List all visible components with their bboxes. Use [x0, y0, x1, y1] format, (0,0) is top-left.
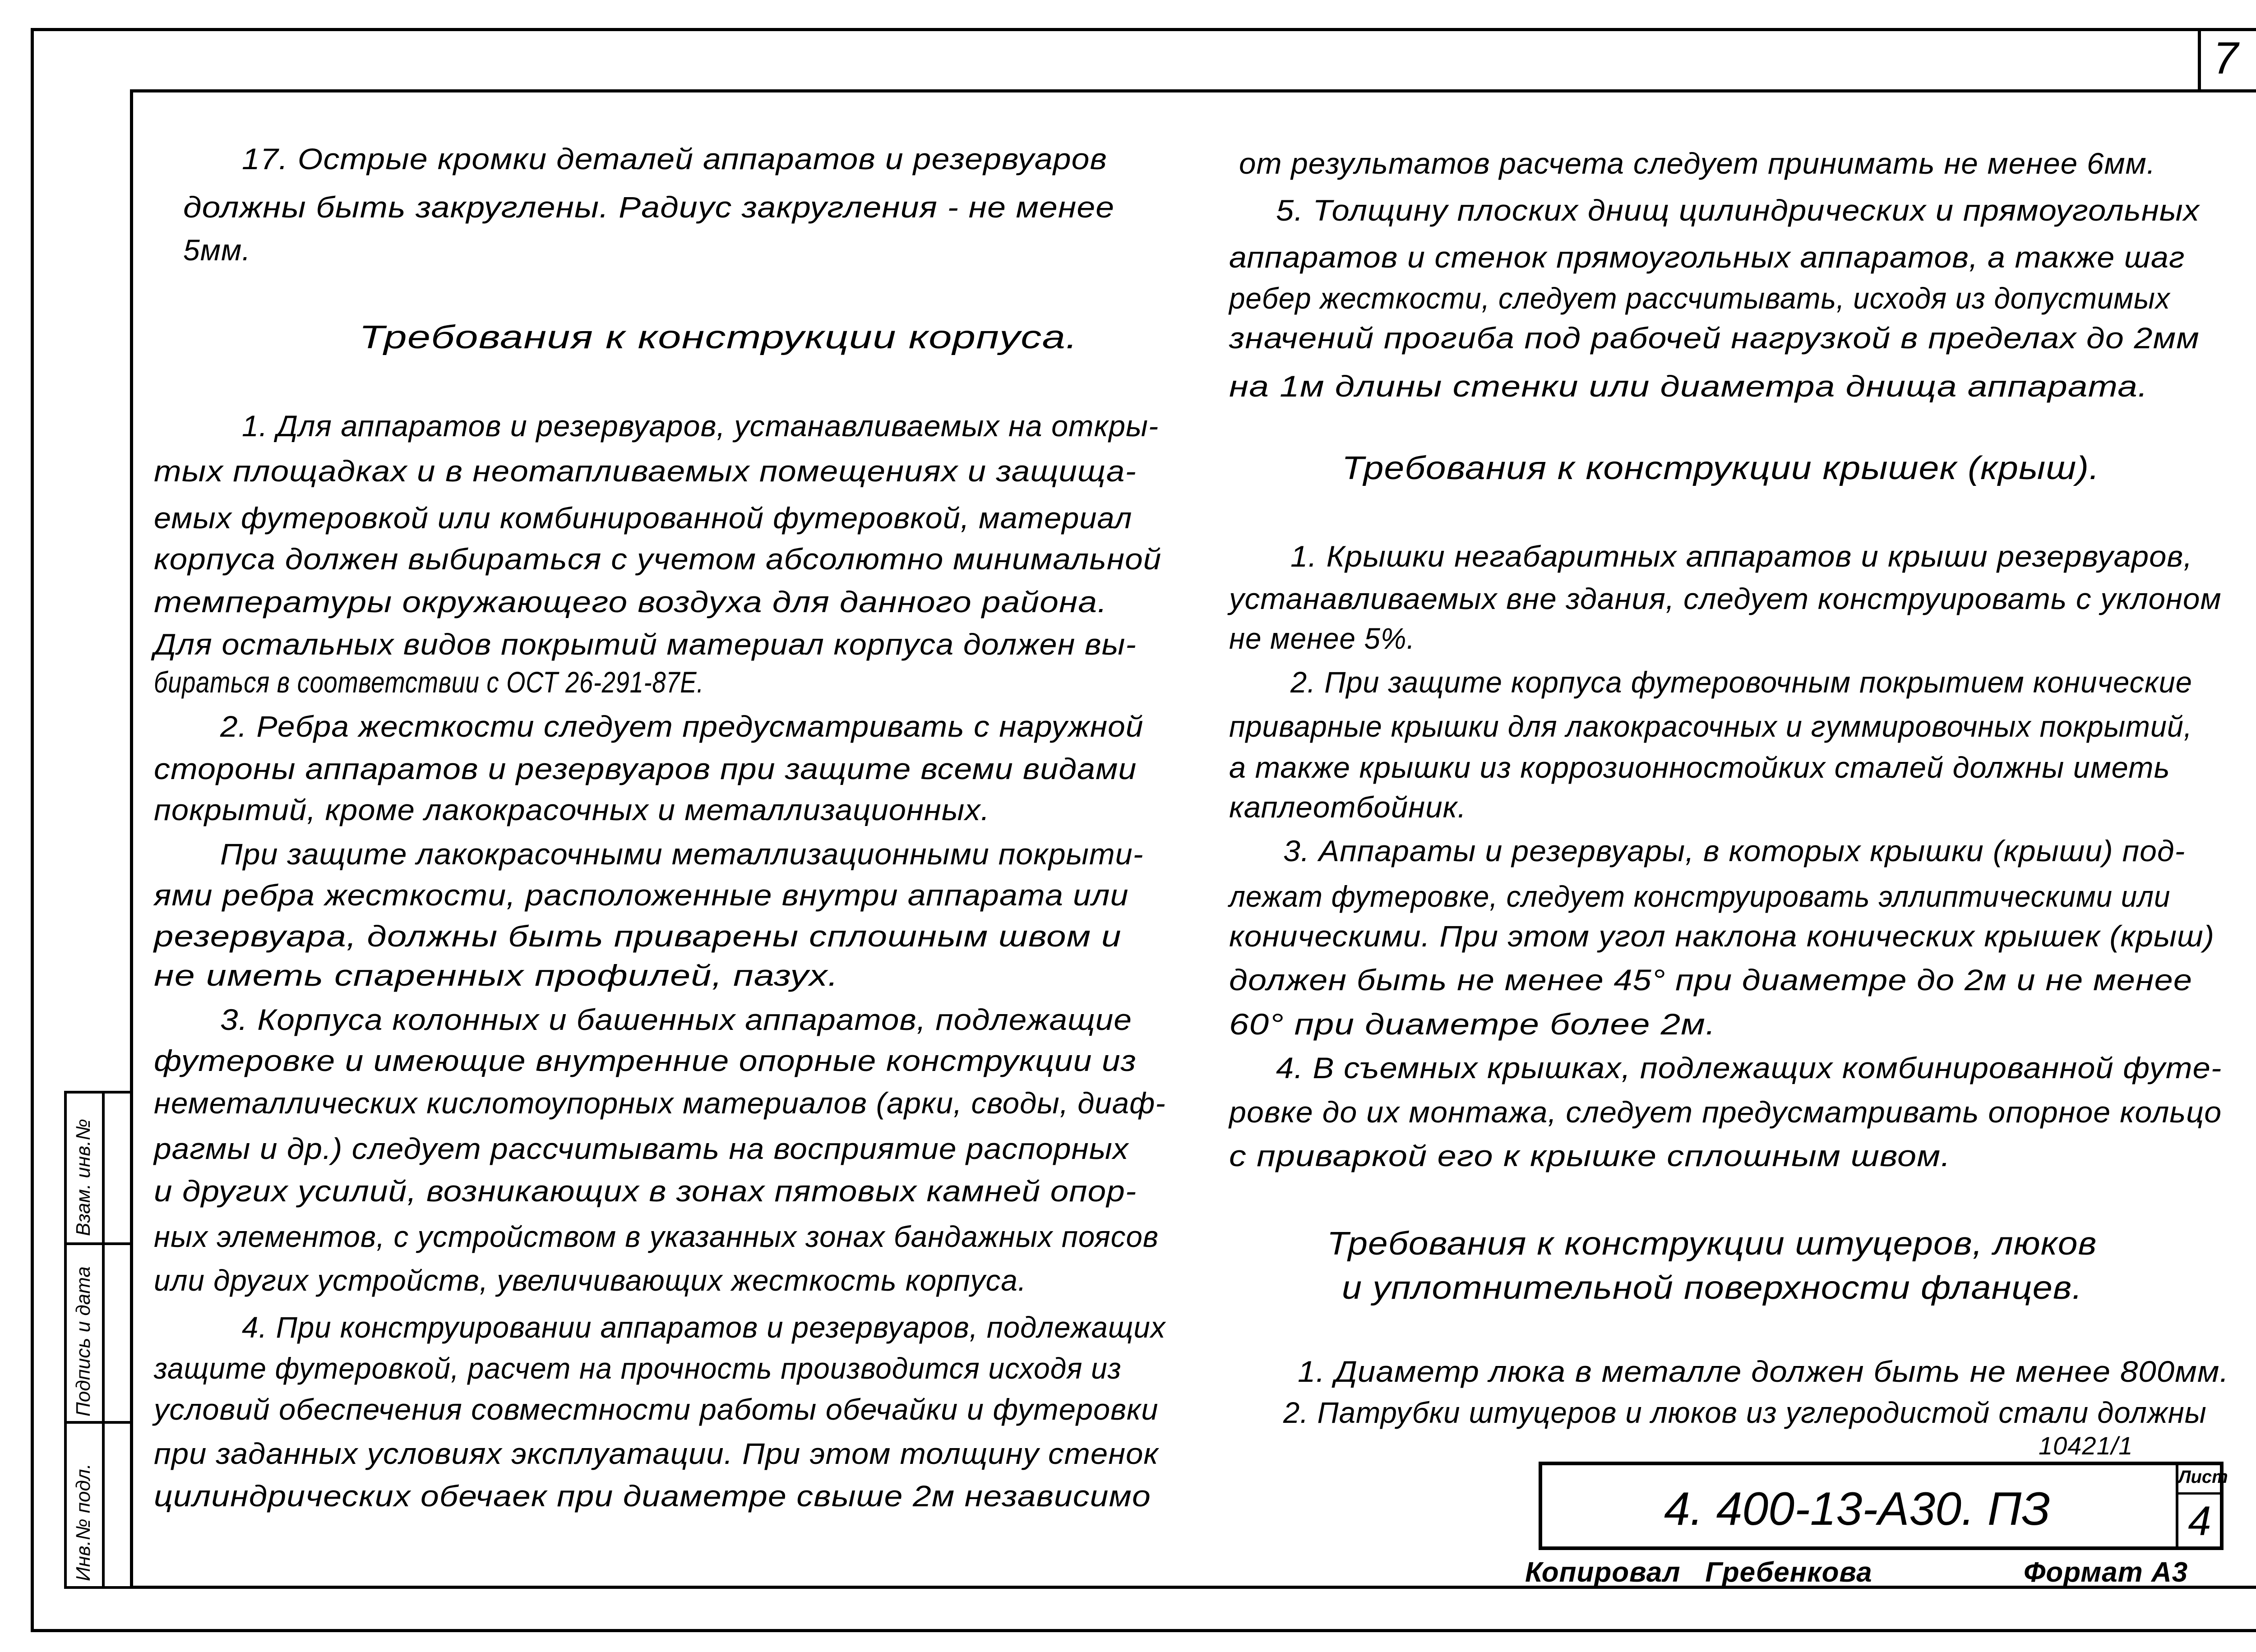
- text-line: 17. Острые кромки деталей аппаратов и резервуаров: [242, 142, 1107, 175]
- text-line: лежат футеровке, следует конструировать эллиптическими или: [1229, 880, 2171, 913]
- text-line: корпуса должен выбираться с учетом абсолютно минимальной: [154, 542, 1162, 576]
- text-line: ных элементов, с устройством в указанных зонах бандажных поясов: [154, 1220, 1159, 1253]
- text-line: покрытий, кроме лакокрасочных и металлизационных.: [154, 793, 990, 826]
- text-line: емых футеровкой или комбинированной футеровкой, материал: [154, 501, 1133, 535]
- text-line: При защите лакокрасочными металлизационными покрыти-: [220, 837, 1144, 871]
- side-stamp-original-inv: Инв.№ подл.: [72, 1463, 94, 1581]
- corner-page-number: 7: [2213, 33, 2238, 83]
- text-line: и других усилий, возникающих в зонах пятовых камней опор-: [154, 1174, 1137, 1208]
- text-line: 4. При конструировании аппаратов и резервуаров, подлежащих: [242, 1311, 1166, 1344]
- text-line: ровке до их монтажа, следует предусматривать опорное кольцо: [1229, 1095, 2222, 1129]
- text-line: не менее 5%.: [1229, 622, 1415, 655]
- text-line: аппаратов и стенок прямоугольных аппаратов, а также шаг: [1229, 240, 2185, 274]
- side-stamp-divider: [102, 1091, 105, 1589]
- text-line: 1. Крышки негабаритных аппаратов и крыши резервуаров,: [1290, 540, 2193, 573]
- document-designation: 4. 400-13-А30. ПЗ: [1664, 1483, 2051, 1535]
- text-line: бираться в соответствии с ОСТ 26-291-87Е.: [154, 665, 704, 699]
- text-line: защите футеровкой, расчет на прочность производится исходя из: [154, 1352, 1122, 1385]
- section-heading-nozzles-cont: и уплотнительной поверхности фланцев.: [1342, 1270, 2083, 1306]
- section-heading-body: Требования к конструкции корпуса.: [359, 319, 1078, 355]
- text-line: 2. Патрубки штуцеров и люков из углеродистой стали должны: [1283, 1396, 2207, 1429]
- text-line: 1. Диаметр люка в металле должен быть не менее 800мм.: [1298, 1355, 2229, 1388]
- text-line: рагмы и др.) следует рассчитывать на восприятие распорных: [154, 1132, 1129, 1165]
- section-heading-covers: Требования к конструкции крышек (крыш).: [1342, 450, 2100, 486]
- side-stamp-divider: [64, 1242, 133, 1245]
- text-line: должен быть не менее 45° при диаметре до 2м и не менее: [1229, 963, 2193, 997]
- text-line: стороны аппаратов и резервуаров при защите всеми видами: [154, 752, 1137, 785]
- text-line: не иметь спаренных профилей, пазух.: [154, 959, 839, 992]
- text-line: приварные крышки для лакокрасочных и гуммировочных покрытий,: [1229, 710, 2192, 743]
- text-line: условий обеспечения совместности работы обечайки и футеровки: [154, 1393, 1159, 1426]
- text-line: 4. В съемных крышках, подлежащих комбинированной футе-: [1276, 1051, 2222, 1084]
- text-line: 2. При защите корпуса футеровочным покрытием конические: [1290, 665, 2192, 699]
- sheet-number: 4: [2188, 1498, 2211, 1544]
- text-line: с приваркой его к крышке сплошным швом.: [1229, 1139, 1951, 1172]
- text-line: 1. Для аппаратов и резервуаров, устанавливаемых на откры-: [242, 409, 1159, 443]
- text-line: 60° при диаметре более 2м.: [1229, 1007, 1716, 1041]
- text-line: цилиндрических обечаек при диаметре свыше 2м независимо: [154, 1479, 1151, 1513]
- text-line: при заданных условиях эксплуатации. При этом толщину стенок: [154, 1437, 1159, 1470]
- side-stamp-signature-date: Подпись и дата: [72, 1266, 94, 1417]
- text-line: 3. Корпуса колонных и башенных аппаратов, подлежащие: [220, 1003, 1133, 1036]
- title-block-divider: [2176, 1492, 2224, 1495]
- archive-number: 10421/1: [2039, 1431, 2133, 1460]
- text-line: от результатов расчета следует принимать не менее 6мм.: [1239, 147, 2156, 180]
- side-stamp-replacement-inv: Взам. инв.№: [72, 1119, 94, 1236]
- text-line: неметаллических кислотоупорных материалов (арки, своды, диаф-: [154, 1086, 1166, 1120]
- text-line: 2. Ребра жесткости следует предусматривать с наружной: [220, 710, 1144, 743]
- section-heading-nozzles: Требования к конструкции штуцеров, люков: [1327, 1226, 2097, 1262]
- text-line: ребер жесткости, следует рассчитывать, исходя из допустимых: [1229, 281, 2170, 315]
- text-line: значений прогиба под рабочей нагрузкой в пределах до 2мм: [1229, 321, 2200, 355]
- text-line: тых площадках и в неотапливаемых помещениях и защища-: [154, 454, 1137, 488]
- text-line: а также крышки из коррозионностойких сталей должны иметь: [1229, 751, 2170, 784]
- text-line: 3. Аппараты и резервуары, в которых крышки (крыши) под-: [1283, 834, 2186, 868]
- sheet-label: Лист: [2178, 1467, 2228, 1487]
- text-line: должны быть закруглены. Радиус закругления - не менее: [183, 190, 1115, 224]
- text-line: резервуара, должны быть приварены сплошным швом и: [154, 919, 1122, 953]
- text-line: каплеотбойник.: [1229, 790, 1467, 824]
- text-line: коническими. При этом угол наклона конических крышек (крыш): [1229, 919, 2214, 953]
- paper-format: Формат А3: [2024, 1557, 2188, 1588]
- text-line: или других устройств, увеличивающих жесткость корпуса.: [154, 1264, 1027, 1297]
- text-line: Для остальных видов покрытий материал корпуса должен вы-: [154, 628, 1137, 661]
- text-line: ями ребра жесткости, расположенные внутри аппарата или: [154, 878, 1129, 912]
- copied-by: Копировал Гребенкова: [1525, 1557, 1872, 1588]
- text-line: 5мм.: [183, 233, 251, 267]
- text-line: на 1м длины стенки или диаметра днища аппарата.: [1229, 369, 2149, 403]
- text-line: устанавливаемых вне здания, следует конструировать с уклоном: [1229, 582, 2222, 615]
- text-line: футеровке и имеющие внутренние опорные конструкции из: [154, 1044, 1137, 1077]
- text-line: 5. Толщину плоских днищ цилиндрических и прямоугольных: [1276, 194, 2200, 227]
- text-line: температуры окружающего воздуха для данного района.: [154, 585, 1108, 618]
- side-stamp-divider: [64, 1421, 133, 1424]
